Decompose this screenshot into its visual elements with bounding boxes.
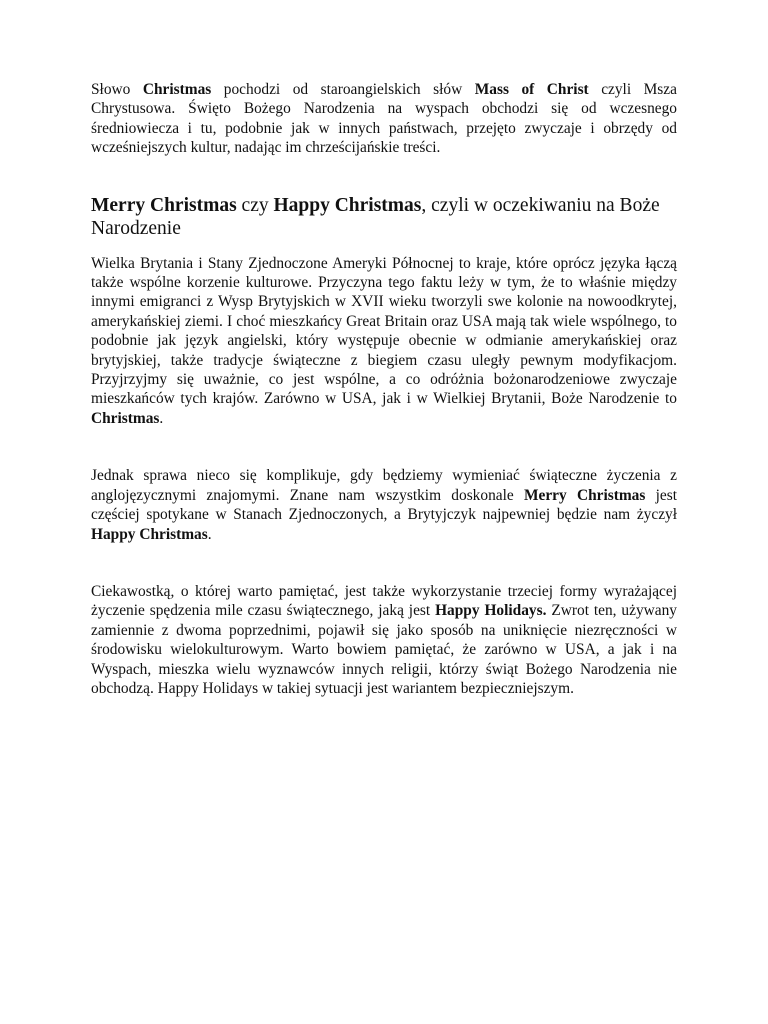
body-paragraph-4 — [91, 582, 677, 698]
text-run: Słowo — [91, 81, 143, 98]
bold-term: Merry Christmas — [91, 194, 237, 216]
text-run: . — [159, 409, 164, 427]
text-run: Zwrot ten, używany zamiennie z dwoma poprzednimi, pojawił się jako sposób na uniknięcie niezręczności w środowisku wielokulturowym. Warto bowiem pamiętać, że zarówno w USA, a jak i na Wyspach, mieszka wielu wyznawców innych religii, którzy świąt Bożego Narodzenia nie obchodzą. Happy Holidays w takiej sytuacji jest wariantem bezpieczniejszym. — [91, 602, 677, 697]
bold-term: Happy Christmas — [273, 194, 422, 216]
bold-term: Christmas — [142, 81, 212, 98]
text-run: czy — [236, 194, 274, 216]
section-heading — [91, 194, 677, 240]
text-run: pochodzi od staroangielskich słów — [211, 81, 475, 98]
text-run: Jednak sprawa nieco się komplikuje, gdy będziemy wymieniać świąteczne życzenia z anglojęzycznymi znajomymi. Znane nam wszystkim doskonale — [91, 467, 677, 504]
body-paragraph-3 — [91, 466, 677, 544]
body-paragraph-2 — [91, 254, 677, 429]
text-run: , czyli w oczekiwaniu na Boże Narodzenie — [91, 194, 660, 239]
bold-term: Merry Christmas — [523, 486, 646, 504]
text-run: Wielka Brytania i Stany Zjednoczone Ameryki Północnej to kraje, które oprócz języka łączą także wspólne korzenie kulturowe. Przyczyna tego faktu leży w tym, że to właśnie między innymi emigranci z Wysp Brytyjskich w XVII wieku tworzyli swe kolonie na nowoodkrytej, amerykańskiej ziemi. I choć mieszkańcy Great Britain oraz USA mają tak wiele wspólnego, to podobnie jak język angielski, który występuje obecnie w odmianie amerykańskiej oraz brytyjskiej, także tradycje świąteczne z biegiem czasu uległy pewnym modyfikacjom. Przyjrzyjmy się uważnie, co jest wspólne, a co odróżnia bożonarodzeniowe zwyczaje mieszkańców tych krajów. Zarówno w USA, jak i w Wielkiej Brytanii, Boże Narodzenie to — [91, 254, 677, 408]
bold-term: Happy Christmas — [91, 525, 208, 543]
text-run: . — [207, 525, 212, 543]
text-run: Ciekawostką, o której warto pamiętać, jest także wykorzystanie trzeciej formy wyrażającej życzenie spędzenia mile czasu świątecznego, jaką jest — [91, 582, 677, 620]
text-run: czyli Msza Chrystusowa. Święto Bożego Narodzenia na wyspach obchodzi się od wczesnego średniowiecza i tu, podobnie jak w innych państwach, przejęto zwyczaje i obrzędy od wcześniejszych kultur, nadając im chrześcijańskie treści. — [91, 81, 677, 157]
document-page — [91, 80, 677, 698]
intro-paragraph — [91, 80, 677, 158]
bold-term: Christmas — [91, 409, 160, 427]
bold-term: Happy Holidays. — [435, 602, 547, 620]
text-run: jest częściej spotykane w Stanach Zjednoczonych, a Brytyjczyk najpewniej będzie nam życzył — [91, 486, 678, 524]
bold-term: Mass of Christ — [474, 81, 589, 98]
